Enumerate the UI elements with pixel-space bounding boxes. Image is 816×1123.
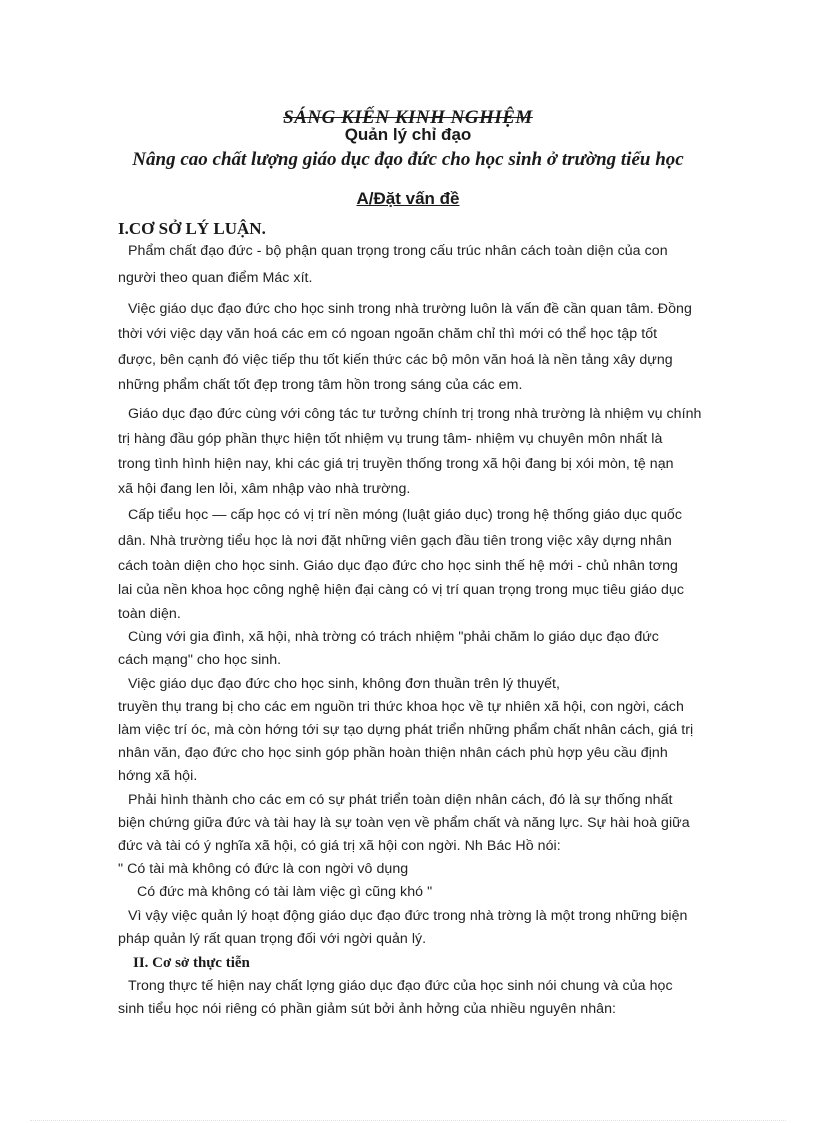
document-subtitle: Quản lý chỉ đạo [344,125,472,144]
body-line: hớng xã hội. [118,768,198,784]
heading-co-so-ly-luan: I.CƠ SỞ LÝ LUẬN. [118,219,266,238]
body-line: truyền thụ trang bị cho các em nguồn tri thức khoa học về tự nhiên xã hội, con ngời, cách [118,699,684,715]
body-line: pháp quản lý rất quan trọng đối với ngời quản lý. [118,931,427,947]
body-line: xã hội đang len lỏi, xâm nhập vào nhà trường. [118,481,411,497]
body-line: trị hàng đầu góp phần thực hiện tốt nhiệm vụ trung tâm- nhiệm vụ chuyên môn nhất là [118,431,663,447]
document-title: SÁNG KIẾN KINH NGHIỆM [283,107,533,128]
body-line: Vì vậy việc quản lý hoạt động giáo dục đạo đức trong nhà trờng là một trong những biện [128,908,688,924]
body-line: dân. Nhà trường tiểu học là nơi đặt những viên gạch đầu tiên trong việc xây dựng nhân [118,533,672,549]
heading-co-so-thuc-tien: II. Cơ sở thực tiễn [133,955,250,971]
body-line: những phẩm chất tốt đẹp trong tâm hồn trong sáng của các em. [118,377,523,393]
body-line: Giáo dục đạo đức cùng với công tác tư tưởng chính trị trong nhà trường là nhiệm vụ chính [128,406,702,422]
body-line: Phải hình thành cho các em có sự phát triển toàn diện nhân cách, đó là sự thống nhất [128,792,673,808]
body-line: đức và tài có ý nghĩa xã hội, có giá trị xã hội con ngời. Nh Bác Hồ nói: [118,838,561,854]
body-line: Phẩm chất đạo đức - bộ phận quan trọng trong cấu trúc nhân cách toàn diện của con [128,243,668,259]
body-line: thời với việc dạy văn hoá các em có ngoan ngoãn chăm chỉ thì mới có thể học tập tốt [118,326,658,342]
document-topic: Nâng cao chất lượng giáo dục đạo đức cho học sinh ở trường tiểu học [132,149,684,170]
body-line: cách mạng" cho học sinh. [118,652,282,668]
quote-line: " Có tài mà không có đức là con ngời vô dụng [118,861,409,877]
body-line: cách toàn diện cho học sinh. Giáo dục đạo đức cho học sinh thế hệ mới - chủ nhân tơng [118,558,678,574]
body-line: Việc giáo dục đạo đức cho học sinh trong nhà trường luôn là vấn đề cần quan tâm. Đồng [128,301,692,317]
body-line: sinh tiểu học nói riêng có phần giảm sút bởi ảnh hởng của nhiều nguyên nhân: [118,1001,617,1017]
body-line: Trong thực tế hiện nay chất lợng giáo dục đạo đức của học sinh nói chung và của học [128,978,673,994]
body-line: Việc giáo dục đạo đức cho học sinh, không đơn thuần trên lý thuyết, [128,676,561,692]
body-line: làm việc trí óc, mà còn hớng tới sự tạo dựng phát triển những phẩm chất nhân cách, giá trị [118,722,694,738]
body-line: biện chứng giữa đức và tài hay là sự toàn vẹn về phẩm chất và năng lực. Sự hài hoà giữa [118,815,690,831]
body-line: được, bên cạnh đó việc tiếp thu tốt kiến thức các bộ môn văn hoá là nền tảng xây dựng [118,352,673,368]
body-line: nhân văn, đạo đức cho học sinh góp phần hoàn thiện nhân cách phù hợp yêu cầu định [118,745,668,761]
body-line: Cùng với gia đình, xã hội, nhà trờng có trách nhiệm "phải chăm lo giáo dục đạo đức [128,629,659,645]
body-line: lai của nền khoa học công nghệ hiện đại càng có vị trí quan trọng trong mục tiêu giáo dục [118,582,685,598]
quote-line: Có đức mà không có tài làm việc gì cũng khó " [137,884,433,900]
body-line: người theo quan điểm Mác xít. [118,270,313,286]
section-a-heading: A/Đặt vấn đề [356,189,460,208]
body-line: Cấp tiểu học — cấp học có vị trí nền móng (luật giáo dục) trong hệ thống giáo dục quốc [128,507,683,523]
body-line: toàn diện. [118,606,181,622]
body-line: trong tình hình hiện nay, khi các giá trị truyền thống trong xã hội đang bị xói mòn, tệ nạn [118,456,674,472]
page-bottom-rule [30,1120,786,1121]
